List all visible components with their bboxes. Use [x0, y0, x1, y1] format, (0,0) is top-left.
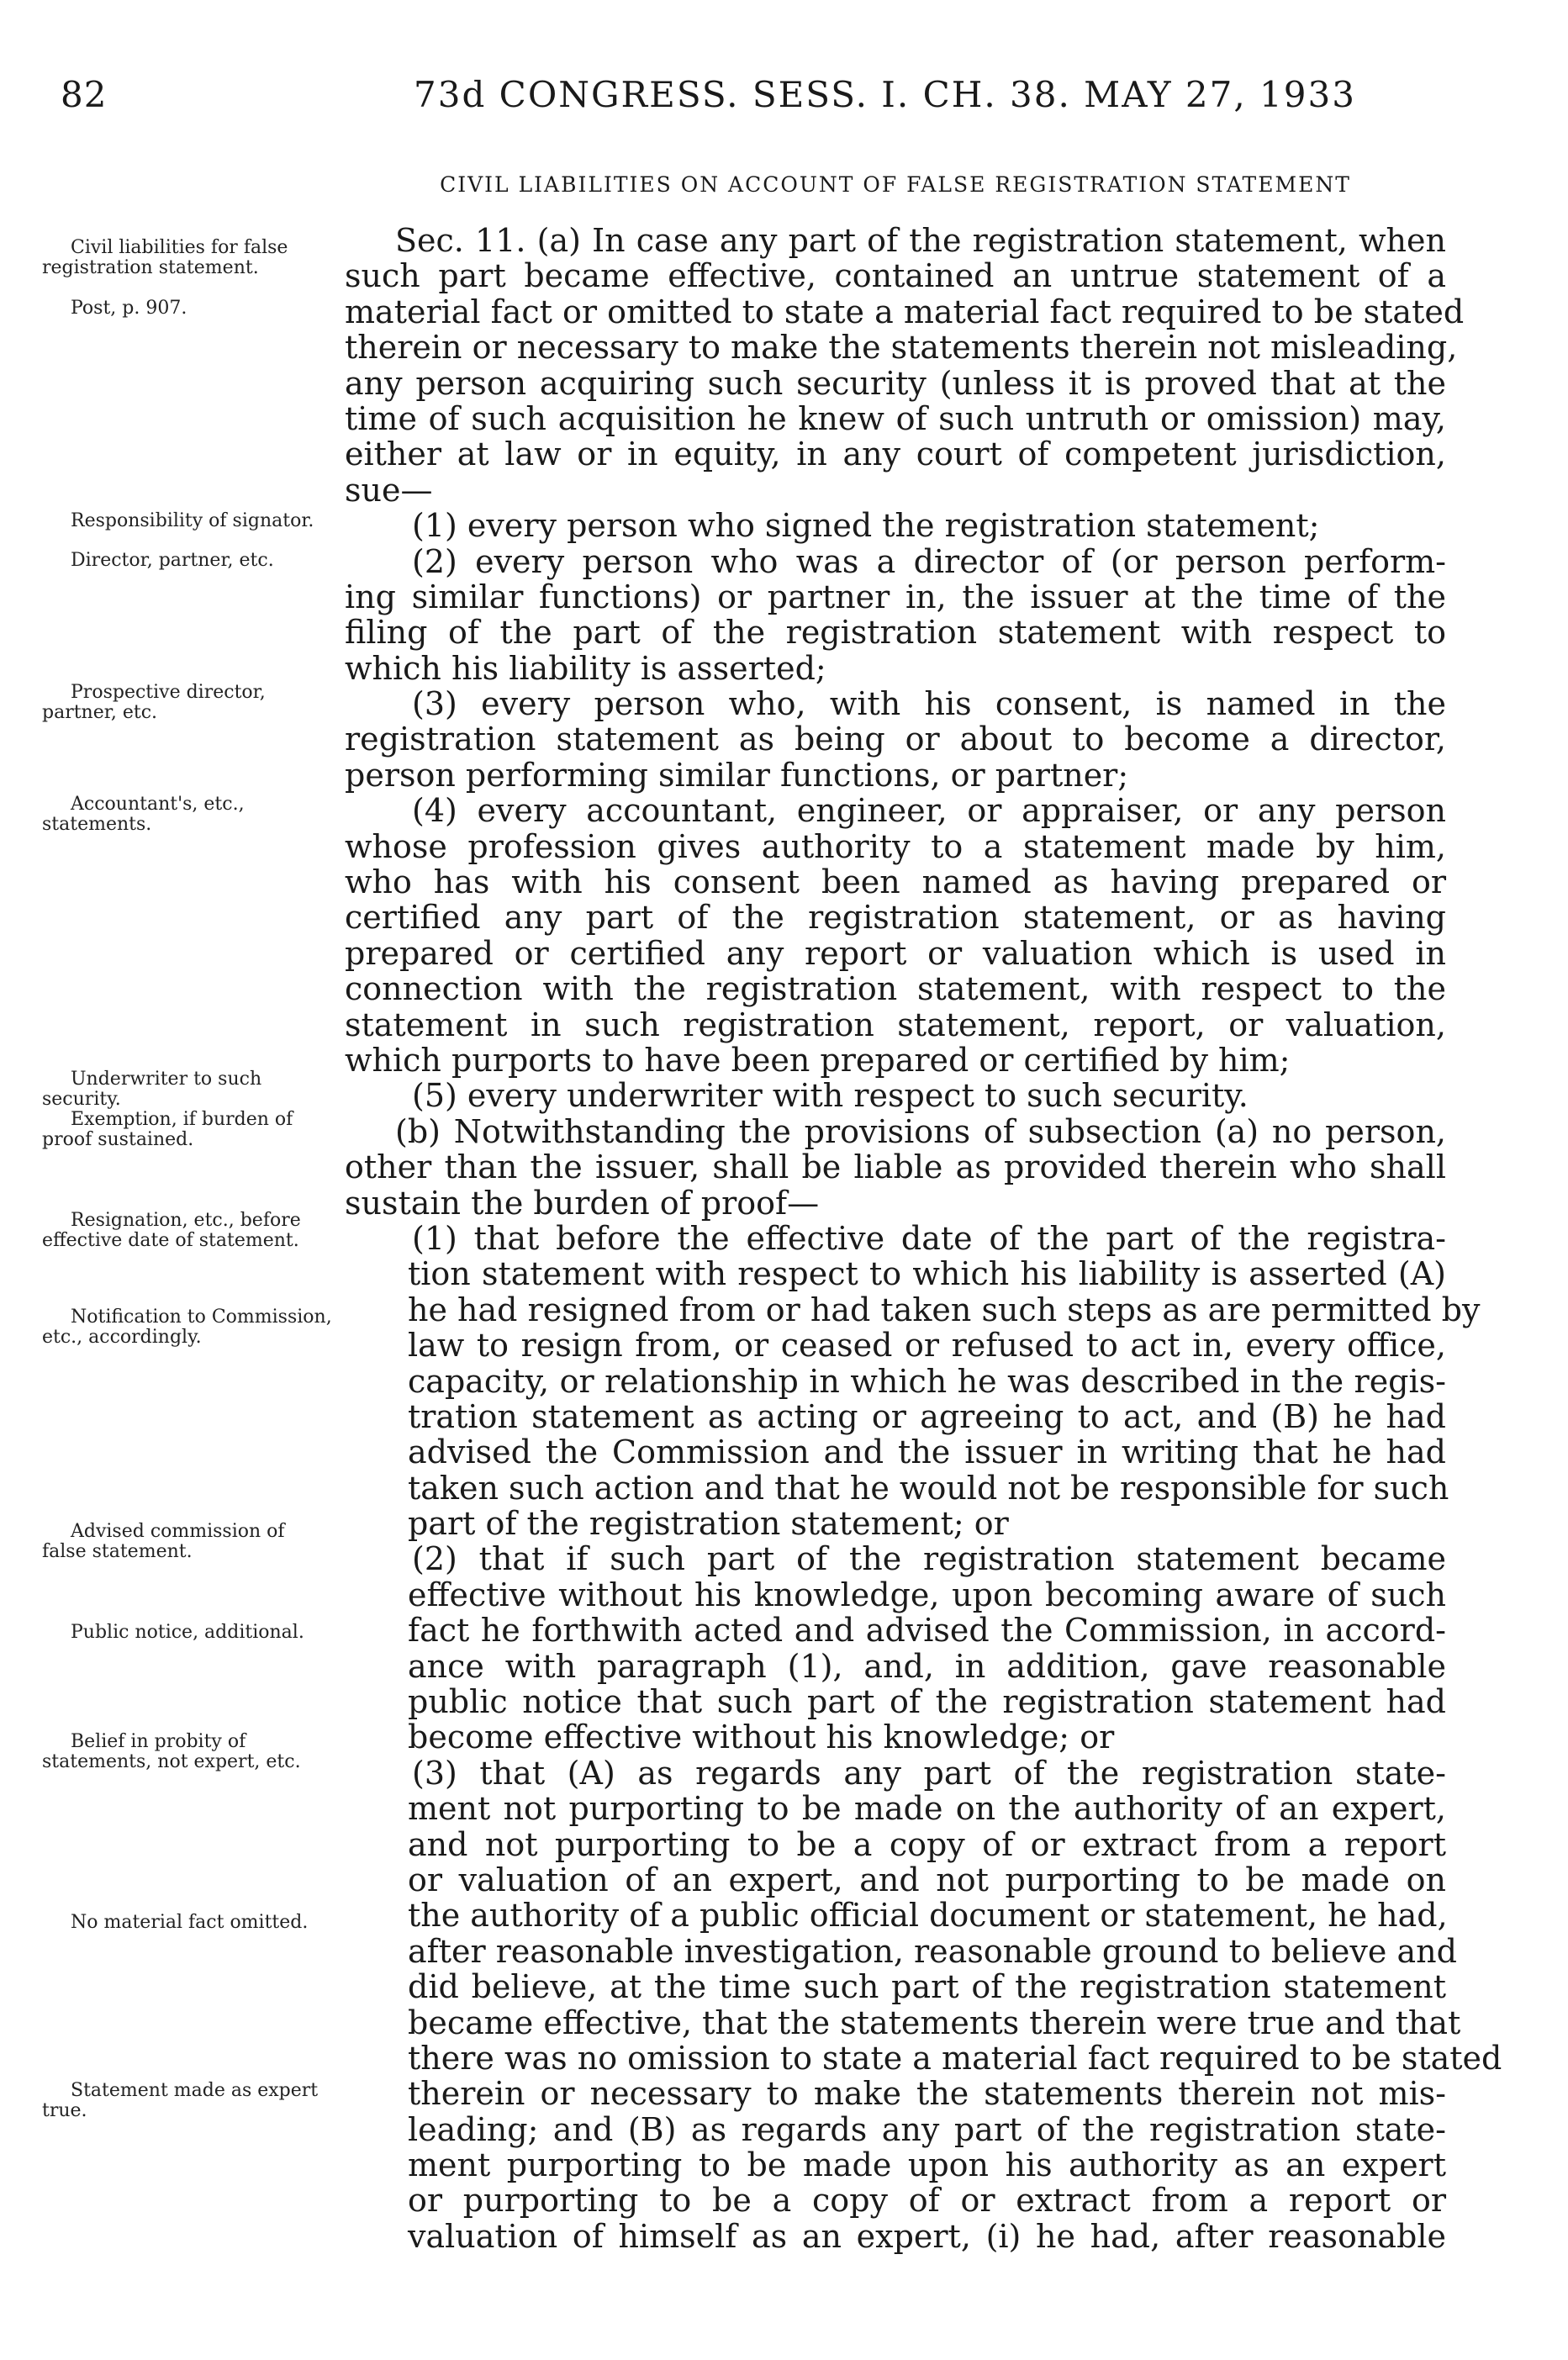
body-line: the authority of a public official document or statement, he had, [408, 1897, 1448, 1935]
body-line: capacity, or relationship in which he was described in the regis- [408, 1362, 1446, 1400]
body-line: which his liability is asserted; [345, 649, 826, 687]
body-line: taken such action and that he would not be responsible for such [408, 1469, 1449, 1507]
body-line: part of the registration statement; or [408, 1505, 1009, 1543]
section-body [345, 222, 1502, 2255]
body-line: law to resign from, or ceased or refused to act in, every office, [408, 1327, 1446, 1365]
body-line: such part became effective, contained an untrue statement of a [345, 257, 1446, 295]
body-line: (3) every person who, with his consent, is named in the [412, 685, 1446, 723]
section-heading: CIVIL LIABILITIES ON ACCOUNT OF FALSE REGISTRATION STATEMENT [440, 172, 1351, 197]
body-line: (2) every person who was a director of (or person perform- [412, 542, 1446, 580]
body-line: tion statement with respect to which his liability is asserted (A) [408, 1255, 1446, 1293]
body-line: sustain the burden of proof— [345, 1184, 820, 1222]
body-line: (3) that (A) as regards any part of the registration state- [412, 1754, 1446, 1792]
margin-note: Civil liabilities for false registration statement. [42, 237, 288, 278]
body-line: became effective, that the statements therein were true and that [408, 2004, 1461, 2041]
margin-note: Post, p. 907. [71, 298, 187, 319]
body-line: (1) every person who signed the registration statement; [412, 507, 1320, 545]
body-line: statement in such registration statement, report, or valuation, [345, 1006, 1446, 1043]
body-line: (5) every underwriter with respect to such security. [412, 1077, 1249, 1115]
body-line: either at law or in equity, in any court of competent jurisdiction, [345, 436, 1446, 473]
body-line: material fact or omitted to state a material fact required to be stated [345, 293, 1465, 330]
body-line: person performing similar functions, or partner; [345, 756, 1129, 794]
body-line: fact he forthwith acted and advised the Commission, in accord- [408, 1612, 1446, 1650]
body-line: any person acquiring such security (unless it is proved that at the [345, 364, 1446, 402]
body-line: leading; and (B) as regards any part of the registration state- [408, 2110, 1446, 2148]
margin-note: Belief in probity of statements, not expert, etc. [42, 1731, 301, 1772]
body-line: he had resigned from or had taken such steps as are permitted by [408, 1291, 1481, 1328]
body-line: sue— [345, 471, 433, 509]
body-line: or valuation of an expert, and not purporting to be made on [408, 1861, 1446, 1898]
body-line: other than the issuer, shall be liable as provided therein who shall [345, 1148, 1446, 1186]
margin-note: Public notice, additional. [71, 1622, 304, 1643]
margin-note: Prospective director, partner, etc. [42, 682, 266, 723]
body-line: whose profession gives authority to a statement made by him, [345, 827, 1446, 865]
body-line: become effective without his knowledge; or [408, 1719, 1115, 1756]
body-line: (b) Notwithstanding the provisions of subsection (a) no person, [395, 1112, 1446, 1150]
body-line: after reasonable investigation, reasonable ground to believe and [408, 1932, 1457, 1970]
body-line: ment purporting to be made upon his authority as an expert [408, 2146, 1446, 2184]
body-line: advised the Commission and the issuer in writing that he had [408, 1433, 1446, 1471]
body-line: tration statement as acting or agreeing to act, and (B) he had [408, 1397, 1446, 1435]
body-line: (4) every accountant, engineer, or appraiser, or any person [412, 792, 1446, 830]
body-line: prepared or certified any report or valuation which is used in [345, 934, 1446, 972]
page-number: 82 [61, 74, 108, 115]
margin-note: Resignation, etc., before effective date of statement. [42, 1210, 301, 1251]
body-line: there was no omission to state a material fact required to be stated [408, 2039, 1502, 2077]
body-line: filing of the part of the registration statement with respect to [345, 614, 1446, 652]
body-line: therein or necessary to make the statements therein not misleading, [345, 329, 1458, 367]
body-line: ment not purporting to be made on the authority of an expert, [408, 1790, 1446, 1828]
margin-note: Underwriter to such security. [42, 1069, 262, 1110]
body-line: certified any part of the registration statement, or as having [345, 899, 1446, 937]
body-line: registration statement as being or about to become a director, [345, 721, 1446, 758]
margin-note: Advised commission of false statement. [42, 1521, 285, 1562]
margin-note: Director, partner, etc. [71, 550, 274, 571]
running-head: 73d CONGRESS. SESS. I. CH. 38. MAY 27, 1933 [414, 74, 1356, 115]
body-line: Sec. 11. (a) In case any part of the registration statement, when [395, 222, 1446, 259]
body-line: public notice that such part of the registration statement had [408, 1683, 1446, 1721]
margin-note: Notification to Commission, etc., accordingly. [42, 1307, 332, 1348]
body-line: and not purporting to be a copy of or extract from a report [408, 1825, 1446, 1863]
body-line: which purports to have been prepared or certified by him; [345, 1041, 1291, 1079]
body-line: or purporting to be a copy of or extract from a report or [408, 2182, 1446, 2220]
body-line: ing similar functions) or partner in, the issuer at the time of the [345, 578, 1446, 615]
body-line: ance with paragraph (1), and, in addition, gave reasonable [408, 1647, 1446, 1685]
margin-notes [42, 0, 353, 2360]
body-line: therein or necessary to make the statements therein not mis- [408, 2075, 1446, 2113]
body-line: (2) that if such part of the registration statement became [412, 1540, 1446, 1578]
margin-note: Accountant's, etc., statements. [42, 794, 245, 835]
body-line: who has with his consent been named as having prepared or [345, 863, 1446, 901]
body-line: connection with the registration statement, with respect to the [345, 970, 1446, 1008]
body-line: effective without his knowledge, upon becoming aware of such [408, 1576, 1446, 1613]
margin-note: Exemption, if burden of proof sustained. [42, 1109, 293, 1150]
margin-note: No material fact omitted. [71, 1912, 309, 1933]
body-line: did believe, at the time such part of the registration statement [408, 1968, 1446, 2006]
body-line: valuation of himself as an expert, (i) he had, after reasonable [408, 2217, 1446, 2255]
margin-note: Statement made as expert true. [42, 2080, 319, 2121]
body-line: (1) that before the effective date of the part of the registra- [412, 1219, 1446, 1257]
body-line: time of such acquisition he knew of such untruth or omission) may, [345, 399, 1446, 437]
margin-note: Responsibility of signator. [71, 510, 314, 531]
